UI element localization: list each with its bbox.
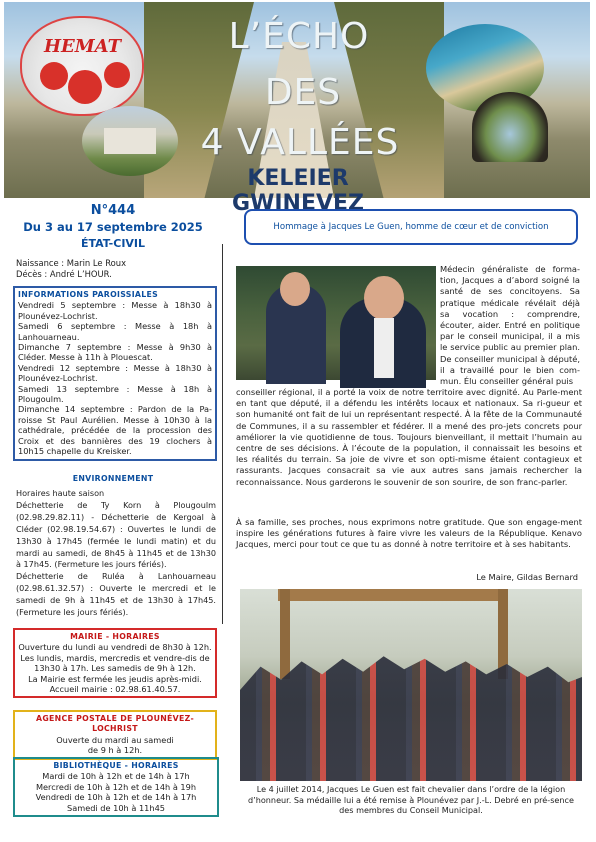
- mairie-horaires-box: [13, 628, 217, 698]
- list-item: Vendredi 12 septembre : Messe à 18h30 à Plounévez-Lochrist.: [18, 362, 212, 384]
- group-photo: [240, 589, 582, 781]
- box-line: de 9 h à 12h.: [87, 745, 143, 756]
- logo-text: HEMAT: [44, 36, 122, 57]
- box-title: BIBLIOTHÈQUE - HORAIRES: [53, 761, 179, 770]
- issue-number: N°444: [90, 203, 136, 218]
- portrait-photo: [236, 266, 436, 380]
- photo-caption: Le 4 juillet 2014, Jacques Le Guen est fait chevalier dans l’ordre de la légion d’honneur. Sa médaille lui a été remise à Plounévez par J.-L. Debré en pré-sence des membres du Conseil Municipal.: [248, 784, 574, 816]
- list-item: Vendredi 5 septembre : Messe à 18h30 à Plounévez-Lochrist.: [18, 300, 212, 321]
- box-line: Vendredi de 10h à 12h et de 14h à 17h: [35, 792, 197, 803]
- agence-postale-box: [13, 710, 217, 760]
- etat-civil-title: ÉTAT-CIVIL: [80, 237, 146, 250]
- issue-dates: Du 3 au 17 septembre 2025: [23, 220, 203, 234]
- bibliotheque-box: [13, 757, 219, 817]
- mascot-icon: [104, 62, 130, 88]
- house-garden-photo: [82, 106, 178, 176]
- box-line: Mardi de 10h à 12h et de 14h à 17h: [42, 771, 190, 782]
- environnement-title: ENVIRONNEMENT: [72, 474, 154, 483]
- box-line: Ouverture du lundi au vendredi de 8h30 à 12h. Les lundis, mardis, mercredis et vendre-dis de 13h30 à 17h. Les samedis de 9h à 12h.: [18, 642, 212, 674]
- box-title: INFORMATIONS PAROISSIALES: [18, 290, 159, 299]
- environnement-text: [16, 488, 216, 619]
- title-line-2: DES: [264, 72, 342, 113]
- box-line: Mercredi de 10h à 12h et de 14h à 19h: [35, 781, 197, 792]
- box-line: Ouverte du mardi au samedi: [56, 734, 174, 745]
- list-item: Samedi 13 septembre : Messe à 18h à Plougoulm.: [18, 383, 212, 405]
- list-item: Déchetterie de Ty Korn à Plougoulm (02.98.29.82.11) - Déchetterie de Kergoal à Cléder (02.98.19.54.67) : Ouvertes le lundi de 13h30 à 17h45 (fermée le lundi matin) et du mardi au samedi, de 8h45 à 11h45 et de 13h30 à 17h45. (Fermeture les jours fériés).: [16, 499, 216, 570]
- title-line-3: 4 VALLÉES: [200, 122, 400, 163]
- list-item: Dimanche 14 septembre : Pardon de la Pa-roisse St Paul Aurélien. Messe à 10h30 à la cathédrale, précédée de la procession des Croix et des bannières des 19 clochers à 10h15 chapelle du Kreisker.: [18, 404, 212, 457]
- subtitle: KELEIER GWINEVEZ: [232, 166, 364, 216]
- list-item: Déchetterie de Ruléa à Lanhouarneau (02.98.61.32.57) : Ouverte le mercredi et le samedi de 9h à 11h45 et de 13h30 à 17h45. (Fermeture les jours fériés).: [16, 571, 216, 618]
- hemat-logo-photo: [20, 16, 144, 116]
- naissance: Naissance : Marin Le Roux: [16, 258, 127, 268]
- box-title: AGENCE POSTALE DE PLOUNÉVEZ-LOCHRIST: [35, 714, 194, 734]
- article-paragraph: À sa famille, ses proches, nous exprimons notre gratitude. Que son engage-ment inspire les générations futures à faire vivre les valeurs de la République. Kenavo Jacques, merci pour tout ce que tu as donné à notre territoire et à ses habitants.: [236, 517, 582, 550]
- arch-doorway-photo: [472, 92, 548, 162]
- deces: Décès : André L’HOUR.: [16, 269, 112, 279]
- box-line: Accueil mairie : 02.98.61.40.57.: [49, 684, 181, 695]
- mascot-icon: [68, 70, 102, 104]
- box-line: Samedi de 10h à 11h45: [67, 802, 165, 813]
- list-item: Horaires haute saison: [16, 488, 105, 498]
- article-headline: Hommage à Jacques Le Guen, homme de cœur et de conviction: [244, 209, 578, 245]
- article-signature: Le Maire, Gildas Bernard: [476, 572, 578, 582]
- column-divider: [222, 244, 223, 624]
- article-paragraph: conseiller régional, il a porté la voix de notre territoire avec dignité. Au Parle-ment en tant que député, il a défendu les intérêts locaux et nationaux. Sa ri-gueur et son humanité ont fait de lui un représentant respecté. À la fête de la Communauté de Communes, il a su rassembler et fédérer. Il a mené des pro-jets concrets pour améliorer la vie quotidienne de tous. Toujours bienveillant, il mettait l’humain au centre de ses décisions. À l’écoute de la population, il connaissait les besoins et les réalités du terrain. Sa joie de vivre et son opti-misme étaient contagieux et rassurants. Jacques consacrait sa vie aux autres sans jamais rechercher la reconnaissance. Nous garderons le souvenir de son sourire, de son franc-parler.: [236, 387, 582, 487]
- box-line: La Mairie est fermée les jeudis après-midi.: [28, 673, 202, 684]
- box-title: MAIRIE - HORAIRES: [70, 632, 160, 641]
- list-item: Samedi 6 septembre : Messe à 18h à Lanhouarneau.: [18, 321, 212, 342]
- etat-civil: [16, 258, 126, 280]
- mascot-icon: [40, 62, 68, 90]
- list-item: Dimanche 7 septembre : Messe à 9h30 à Cléder. Messe à 11h à Plouescat.: [18, 342, 212, 363]
- article-paragraph: Médecin généraliste de forma-tion, Jacques a d’abord soigné la santé de ses concitoyens. Sa pratique médicale révélait déjà sa vocation : comprendre, écouter, aider. Entré en politique par le conseil municipal, il a mis le service public au premier plan. De conseiller municipal à député, il a travaillé pour le bien com-mun. Élu conseiller général puis: [440, 264, 580, 387]
- informations-paroissiales-box: [13, 286, 217, 461]
- title-line-1: L’ÉCHO: [228, 16, 370, 57]
